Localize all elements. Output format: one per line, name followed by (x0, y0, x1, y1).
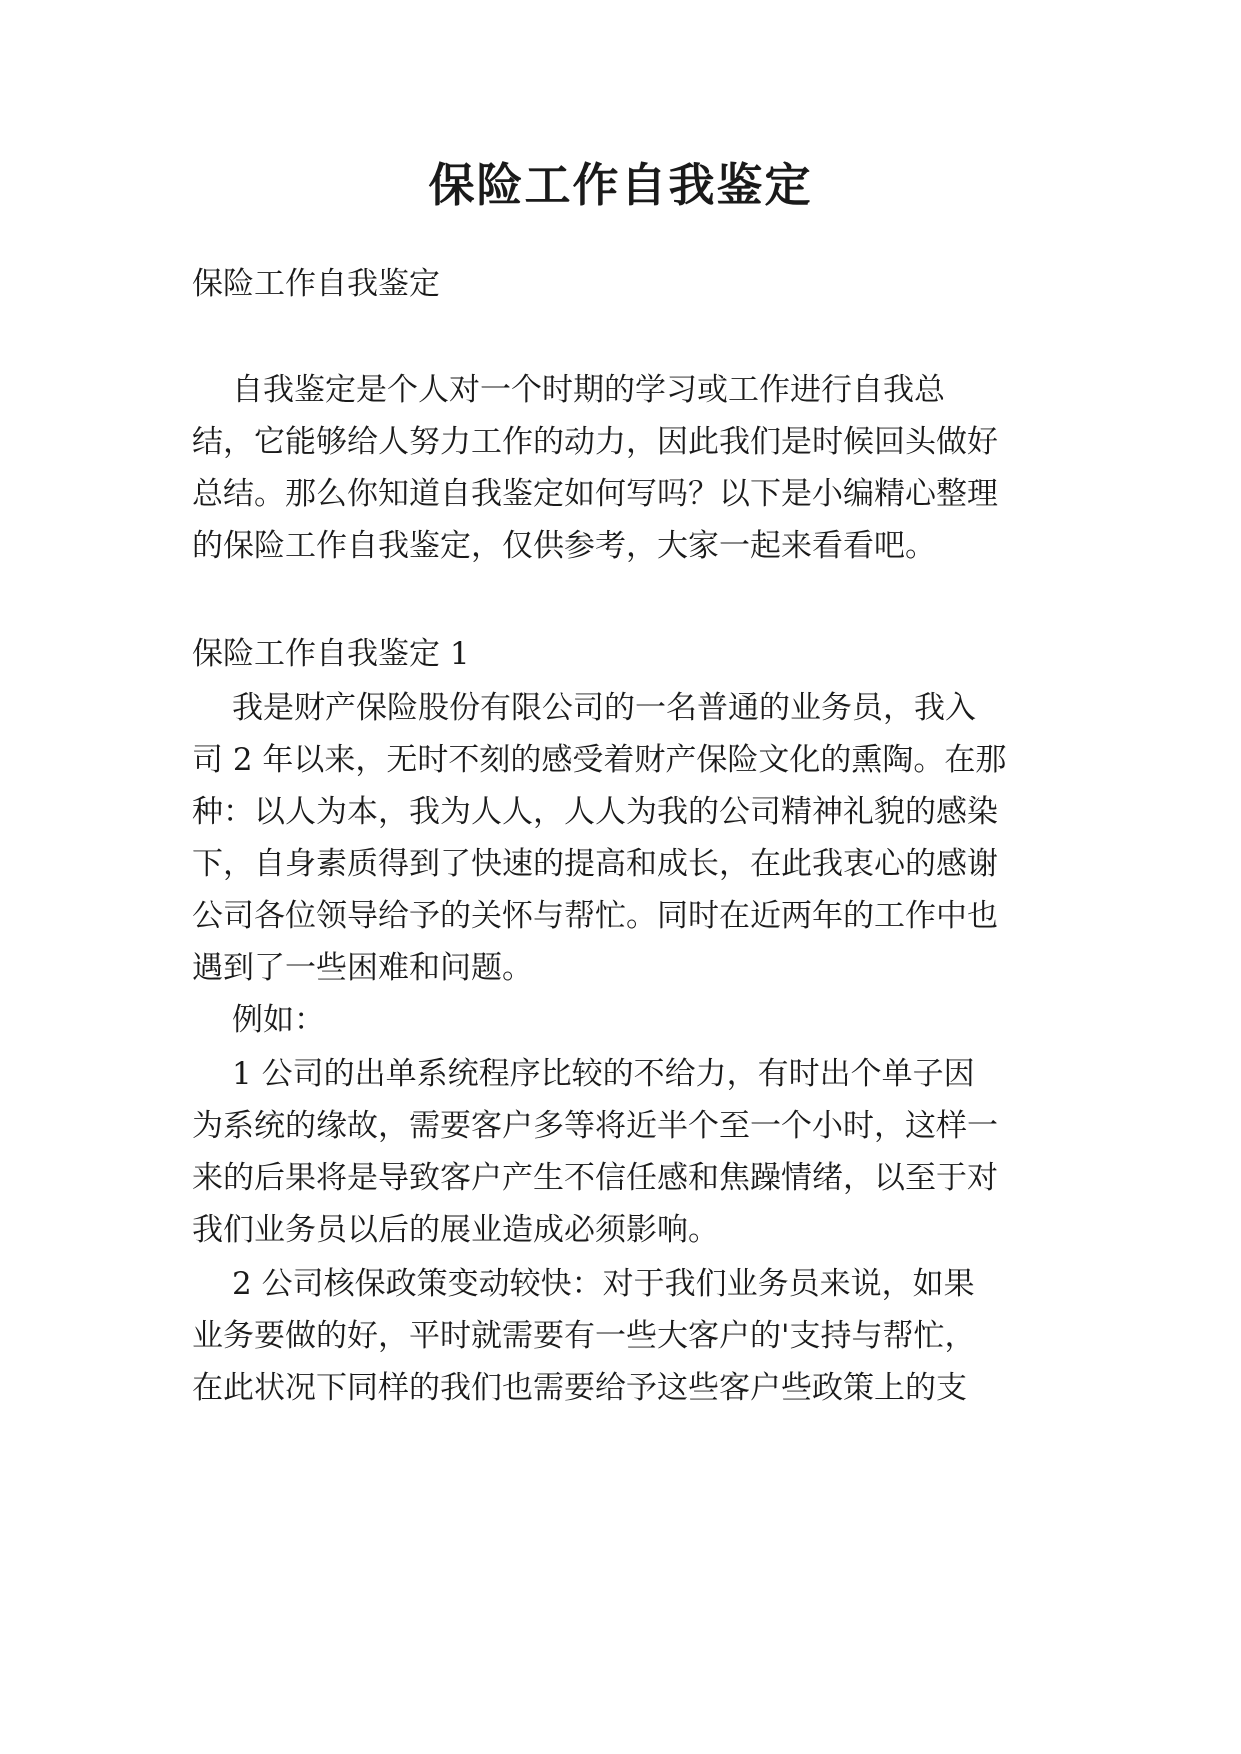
body-line: 种：以人为本，我为人人，人人为我的公司精神礼貌的感染 (192, 794, 998, 830)
body-line: 来的后果将是导致客户产生不信任感和焦躁情绪，以至于对 (192, 1160, 998, 1196)
body-line: 公司各位领导给予的关怀与帮忙。同时在近两年的工作中也 (192, 898, 998, 934)
section-heading: 保险工作自我鉴定 1 (192, 636, 470, 672)
body-line: 业务要做的好，平时就需要有一些大客户的'支持与帮忙， (192, 1318, 976, 1354)
intro-line: 总结。那么你知道自我鉴定如何写吗？以下是小编精心整理 (192, 476, 998, 512)
body-line: 为系统的缘故，需要客户多等将近半个至一个小时，这样一 (192, 1108, 998, 1144)
body-line: 在此状况下同样的我们也需要给予这些客户些政策上的支 (192, 1370, 967, 1406)
body-line: 1 公司的出单系统程序比较的不给力，有时出个单子因 (232, 1056, 975, 1092)
body-line: 我们业务员以后的展业造成必须影响。 (192, 1212, 719, 1248)
intro-line: 结，它能够给人努力工作的动力，因此我们是时候回头做好 (192, 424, 998, 460)
body-line: 遇到了一些困难和问题。 (192, 950, 533, 986)
example-label: 例如： (232, 1002, 325, 1038)
intro-line: 自我鉴定是个人对一个时期的学习或工作进行自我总 (232, 372, 945, 408)
document-title: 保险工作自我鉴定 (428, 158, 813, 212)
body-line: 2 公司核保政策变动较快：对于我们业务员来说，如果 (232, 1266, 975, 1302)
body-line: 司 2 年以来，无时不刻的感受着财产保险文化的熏陶。在那 (192, 742, 1007, 778)
document-subtitle: 保险工作自我鉴定 (192, 266, 440, 302)
body-line: 我是财产保险股份有限公司的一名普通的业务员，我入 (232, 690, 976, 726)
body-line: 下，自身素质得到了快速的提高和成长，在此我衷心的感谢 (192, 846, 998, 882)
intro-line: 的保险工作自我鉴定，仅供参考，大家一起来看看吧。 (192, 528, 936, 564)
